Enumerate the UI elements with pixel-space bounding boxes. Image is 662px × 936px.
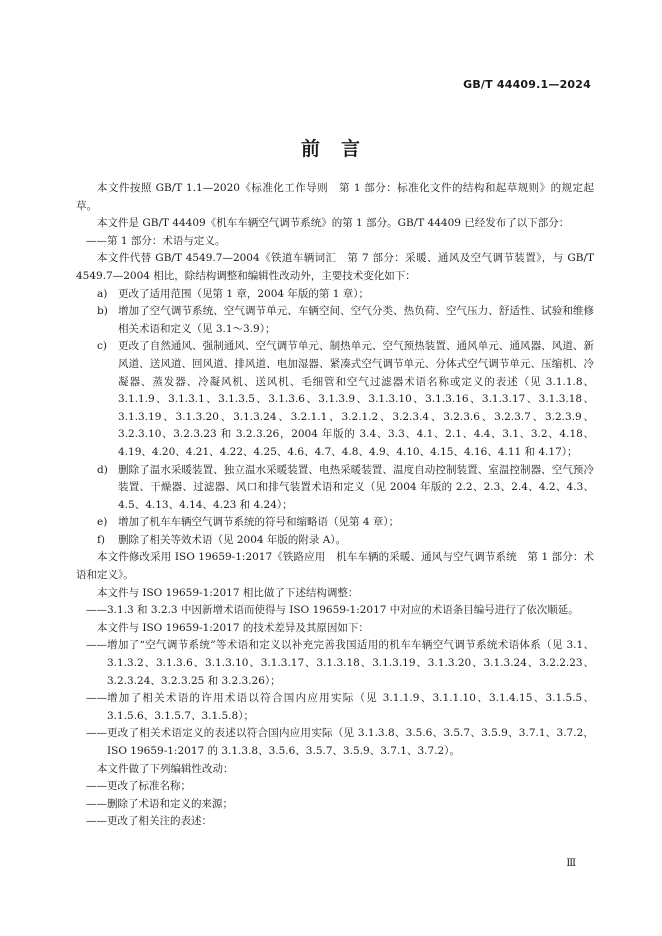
dash-marker: —— <box>86 780 107 793</box>
dash-marker: —— <box>86 639 107 652</box>
list-item: e) 增加了机车车辆空气调节系统的符号和缩略语（见第 4 章）； <box>97 516 400 529</box>
list-item: f) 删除了相关等效术语（见 2004 年版的附录 A）。 <box>97 533 347 546</box>
paragraph-replacement: 本文件代替 GB/T 4549.7—2004《铁道车辆词汇 第 7 部分：采暖、通风及空气调节装置》，与 GB/T 4549.7—2004 相比，除结构调整和编辑性改动外，主要技术变化如下： <box>76 252 594 282</box>
list-item: b) 增加了空气调节系统、空气调节单元、车辆空间、空气分类、热负荷、空气压力、舒适性、试验和维修相关术语和定义（见 3.1～3.9）； <box>97 305 594 335</box>
dash-marker: —— <box>86 692 107 705</box>
paragraph-technical-differences: 本文件与 ISO 19659-1:2017 的技术差异及其原因如下： <box>97 621 369 634</box>
paragraph-iso-adoption: 本文件修改采用 ISO 19659-1:2017《铁路应用 机车车辆的采暖、通风与空气调节系统 第 1 部分：术语和定义》。 <box>76 551 594 582</box>
list-item: —— 增加了“空气调节系统”等术语和定义以补充完善我国适用的机车车辆空气调节系统术语体系（见 3.1、3.1.3.2、3.1.3.6、3.1.3.10、3.1.3.17、3.1.3.18、3.1.3.19、3.1.3.20、3.1.3.24、3.2.2.23、3.2.3.24、3.2.3.25 和 3.2.3.26）； <box>76 637 594 690</box>
standard-number: GB/T 44409.1—2024 <box>463 78 591 91</box>
list-item: —— 增加了相关术语的许用术语以符合国内应用实际（见 3.1.1.9、3.1.1.10、3.1.4.15、3.1.5.5、3.1.5.6、3.1.5.7、3.1.5.8）； <box>76 690 594 725</box>
dash-marker: —— <box>86 604 107 617</box>
list-item: —— 更改了相关注的表述： <box>76 813 594 831</box>
list-item: c) 更改了自然通风、强制通风、空气调节单元、制热单元、空气预热装置、通风单元、通风器、风道、新风道、送风道、回风道、排风道、电加湿器、紧凑式空气调节单元、分体式空气调节单元、压缩机、冷凝器、蒸发器、冷凝风机、送风机、毛细管和空气过滤器术语名称或定义的表述（见 3.1.1.8、3.1.1.9、3.1.3.1、3.1.3.5、3.1.3.6、3.1.3.9、3.1.3.10、3.1.3.16、3.1.3.17、3.1.3.18、3.1.3.19、3.1.3.20、3.1.3.24、3.2.1.1、3.2.1.2、3.2.3.4、3.2.3.6、3.2.3.7、3.2.3.9、3.2.3.10、3.2.3.23 和 3.2.3.26，2004 年版的 3.4、3.3、4.1、2.1、4.4、3.1、3.2、4.18、4.19、4.20、4.21、4.22、4.25、4.6、4.7、4.8、4.9、4.10、4.15、4.16、4.11 和 4.17）； <box>97 340 594 458</box>
list-item: —— 删除了术语和定义的来源； <box>76 796 594 814</box>
dash-marker: —— <box>86 234 107 247</box>
list-item: —— 3.1.3 和 3.2.3 中因新增术语而使得与 ISO 19659-1:2017 中对应的术语条目编号进行了依次顺延。 <box>76 602 594 620</box>
list-item: d) 删除了温水采暖装置、独立温水采暖装置、电热采暖装置、温度自动控制装置、室温控制器、空气预冷装置、干燥器、过滤器、风口和排气装置术语和定义（见 2004 年版的 2.2、2.3、2.4、4.2、4.3、4.5、4.13、4.14、4.23 和 4.24）； <box>97 463 594 511</box>
paragraph-series-info: 本文件是 GB/T 44409《机车车辆空气调节系统》的第 1 部分。GB/T 44409 已经发布了以下部分： <box>97 217 570 230</box>
dash-marker: —— <box>86 797 107 810</box>
dash-marker: —— <box>86 815 107 828</box>
dash-marker: —— <box>86 727 107 740</box>
list-item: —— 更改了相关术语定义的表述以符合国内应用实际（见 3.1.3.8、3.5.6、3.5.7、3.5.9、3.7.1、3.7.2，ISO 19659-1:2017 的 3.1.3.8、3.5.6、3.5.7、3.5.9、3.7.1、3.7.2）。 <box>76 725 594 760</box>
paragraph-editorial-changes: 本文件做了下列编辑性改动： <box>97 762 234 775</box>
page-title: 前 言 <box>300 138 361 160</box>
document-body <box>76 180 594 831</box>
list-item: a) 更改了适用范围（见第 1 章，2004 年版的第 1 章）； <box>97 287 370 300</box>
paragraph-structural-adjustments: 本文件与 ISO 19659-1:2017 相比做了下述结构调整： <box>97 586 359 599</box>
list-item: —— 第 1 部分：术语与定义。 <box>76 233 594 251</box>
page-number: Ⅲ <box>566 858 576 869</box>
paragraph-drafting-rules: 本文件按照 GB/T 1.1—2020《标准化工作导则 第 1 部分：标准化文件的结构和起草规则》的规定起草。 <box>76 182 594 212</box>
list-item: —— 更改了标准名称； <box>76 778 594 796</box>
